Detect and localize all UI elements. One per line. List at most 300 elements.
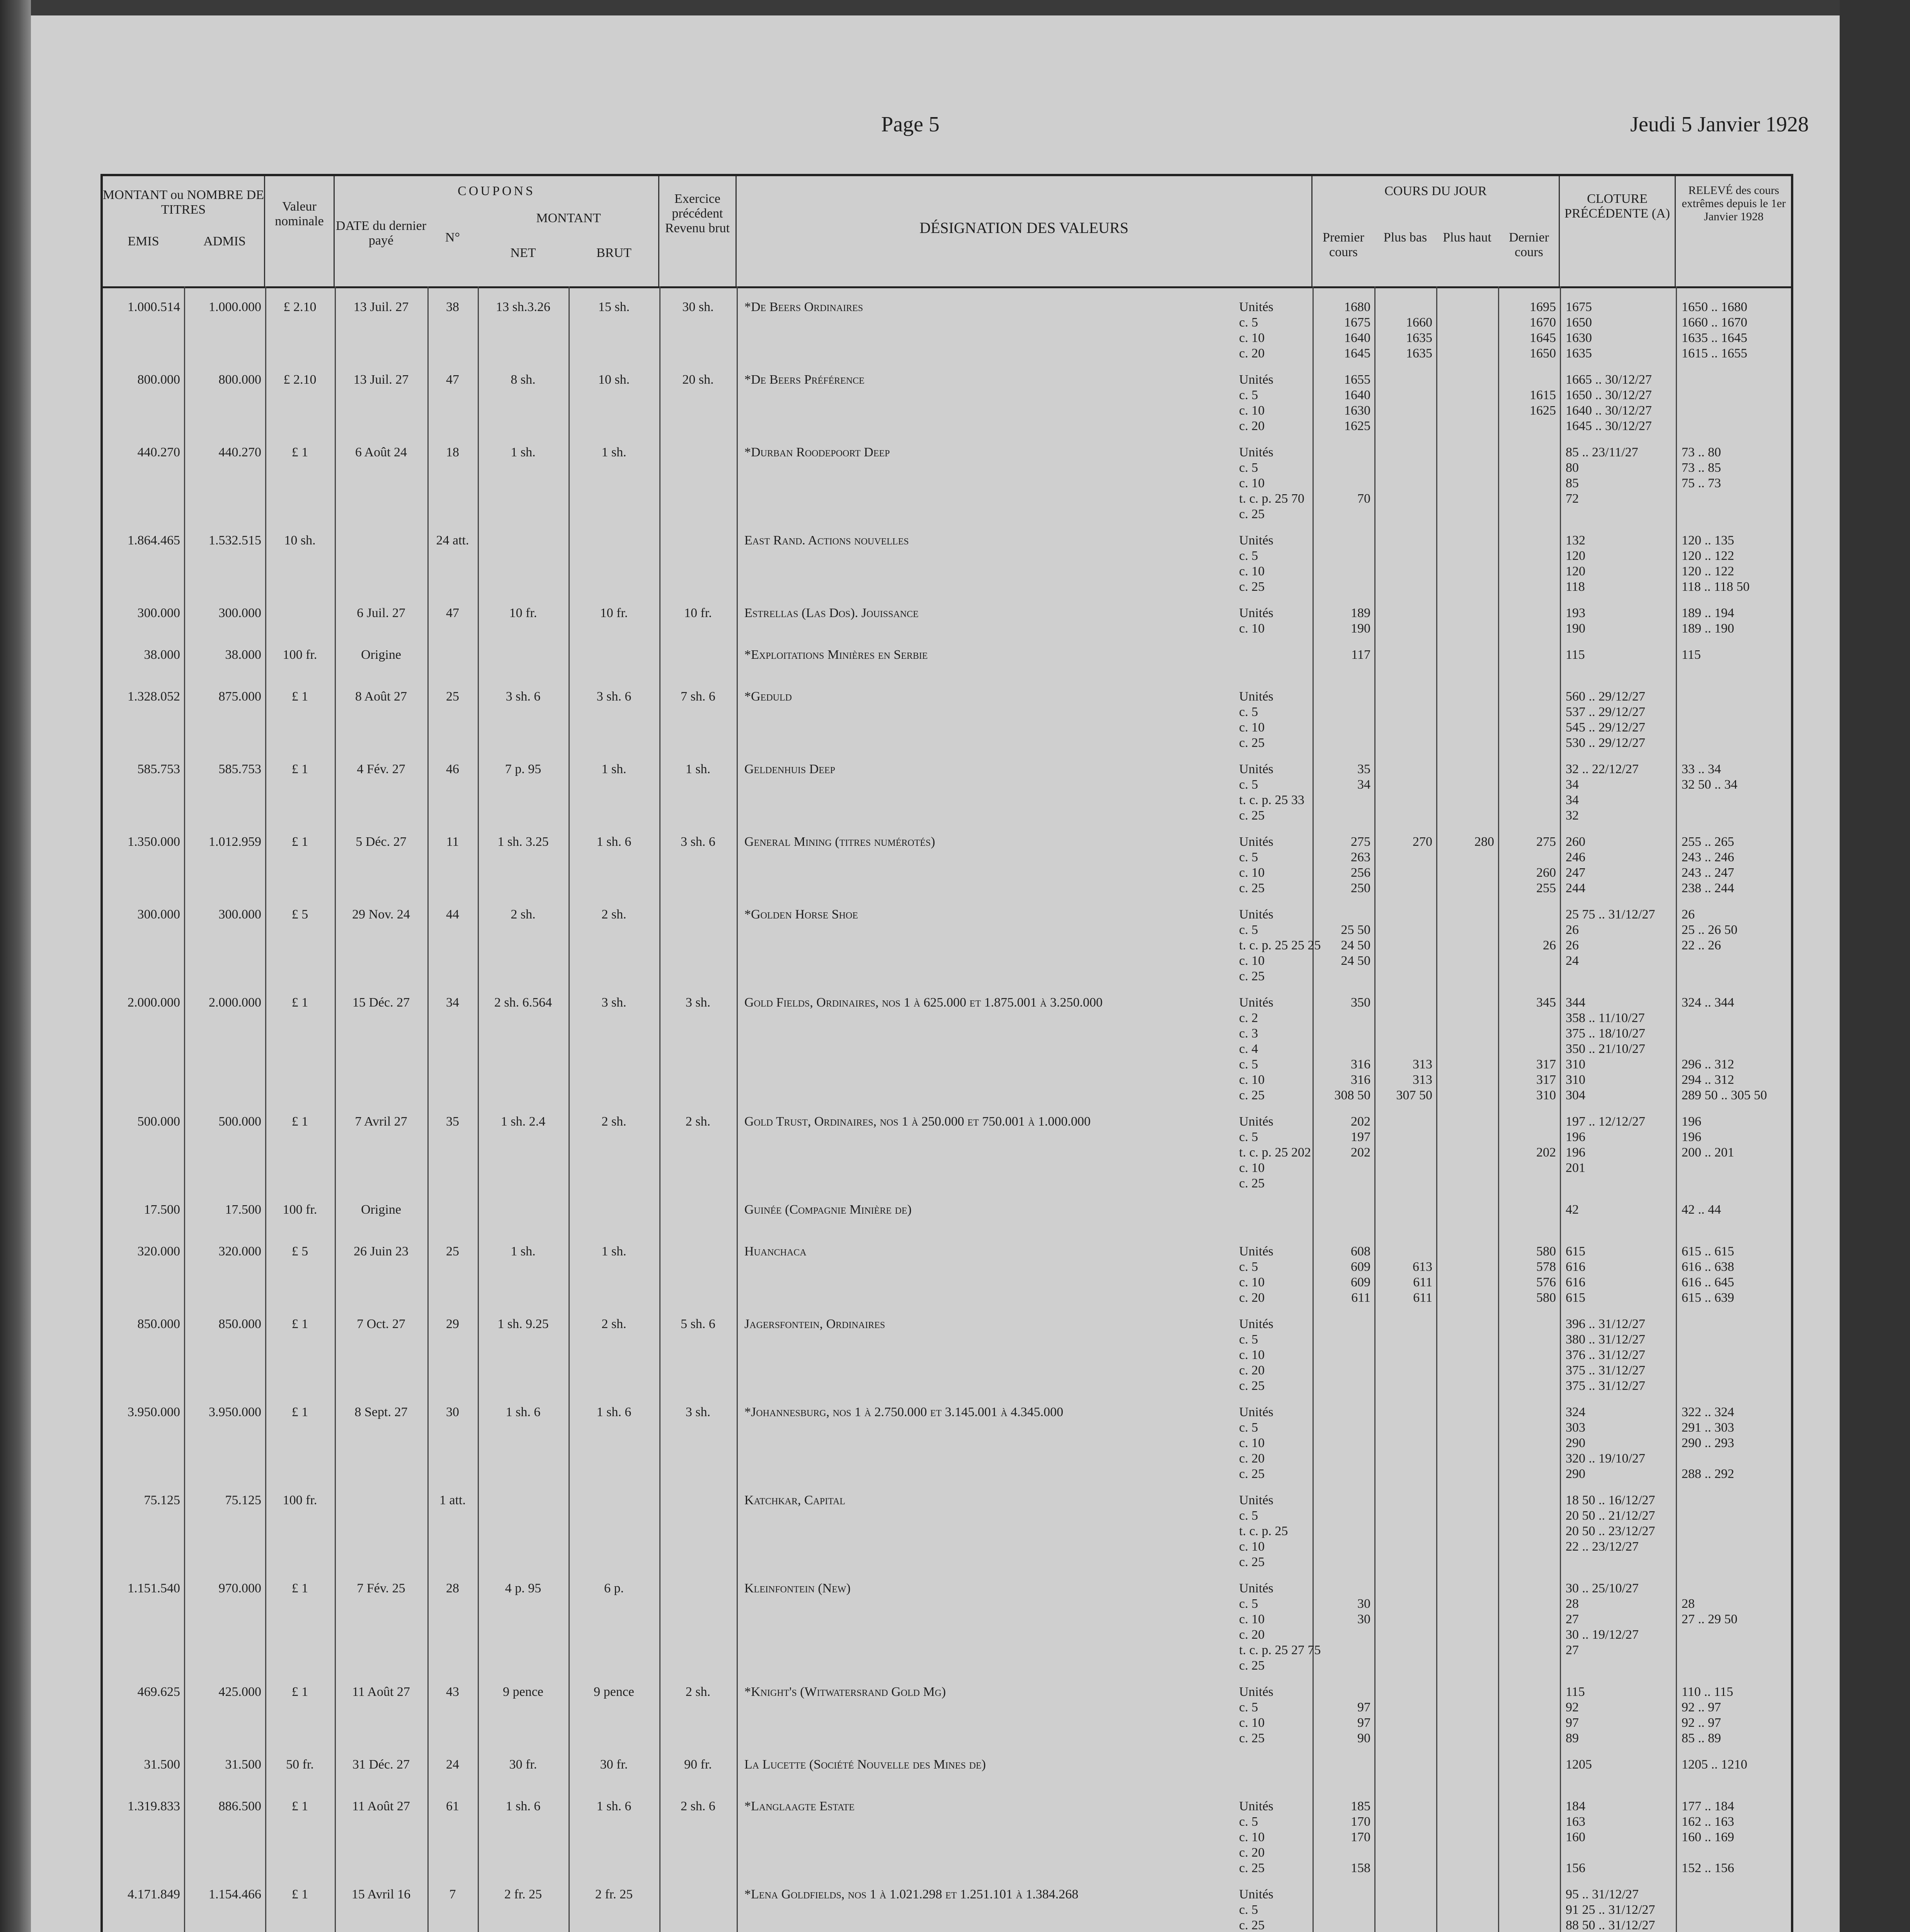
cell-premier: 1655 — [1344, 372, 1370, 387]
cell-releve: 42 .. 44 — [1682, 1202, 1721, 1217]
cell-dernier: 255 — [1536, 881, 1556, 895]
header-valeur: Valeur nominale — [265, 176, 335, 286]
cell-no: 29 — [446, 1317, 459, 1331]
cell-exercice: 7 sh. 6 — [681, 689, 715, 704]
cell-sub: c. 20 — [1239, 1363, 1265, 1378]
cell-brut: 1 sh. 6 — [596, 1405, 632, 1419]
cell-sub: t. c. p. 25 27 75 — [1239, 1643, 1321, 1657]
cell-releve: 25 .. 26 50 — [1682, 923, 1738, 937]
cell-cloture: 184 — [1566, 1799, 1585, 1813]
cell-cloture: 290 — [1566, 1436, 1585, 1450]
cell-dernier: 1615 — [1530, 388, 1556, 402]
scan-background — [1840, 0, 1910, 1932]
cell-premier: 202 — [1351, 1114, 1370, 1129]
cell-sub: c. 5 — [1239, 1420, 1258, 1435]
cell-cloture: 193 — [1566, 606, 1585, 620]
table-row — [103, 533, 1791, 606]
cell-designation: Gold Trust, Ordinaires, nos 1 à 250.000 et 750.001 à 1.000.000 — [744, 1114, 1091, 1129]
cell-cloture: 30 .. 25/10/27 — [1566, 1581, 1639, 1595]
cell-dernier: 26 — [1543, 938, 1556, 952]
cell-sub: c. 5 — [1239, 549, 1258, 563]
cell-sub: c. 25 — [1239, 808, 1265, 823]
cell-releve: 189 .. 194 — [1682, 606, 1734, 620]
cell-admis: 886.500 — [218, 1799, 261, 1813]
header-date: DATE du dernier payé — [335, 219, 427, 248]
cell-emis: 3.950.000 — [128, 1405, 180, 1419]
cell-premier: 1675 — [1344, 315, 1370, 330]
cell-cloture: 30 .. 19/12/27 — [1566, 1628, 1639, 1642]
cell-sub: c. 5 — [1239, 1700, 1258, 1714]
cell-sub: t. c. p. 25 — [1239, 1524, 1288, 1538]
cell-admis: 970.000 — [218, 1581, 261, 1595]
cell-cloture: 95 .. 31/12/27 — [1566, 1887, 1639, 1901]
cell-admis: 850.000 — [218, 1317, 261, 1331]
cell-brut: 30 fr. — [600, 1757, 628, 1772]
cell-brut: 1 sh. — [601, 445, 626, 459]
cell-sub: c. 25 — [1239, 1861, 1265, 1875]
cell-cloture: 1635 — [1566, 346, 1592, 361]
cell-premier: 308 50 — [1334, 1088, 1370, 1102]
cell-valeur: £ 1 — [291, 445, 308, 459]
cell-date: 29 Nov. 24 — [352, 907, 410, 922]
table-row — [103, 907, 1791, 995]
cell-dernier: 578 — [1536, 1260, 1556, 1274]
cell-emis: 440.270 — [137, 445, 180, 459]
table-row — [103, 372, 1791, 445]
cell-date: 7 Fév. 25 — [357, 1581, 405, 1595]
cell-sub: c. 10 — [1239, 403, 1265, 418]
cell-no: 47 — [446, 372, 459, 387]
cell-sub: c. 20 — [1239, 1291, 1265, 1305]
cell-cloture: 91 25 .. 31/12/27 — [1566, 1903, 1655, 1917]
cell-exercice: 2 sh. 6 — [681, 1799, 715, 1813]
cell-emis: 75.125 — [144, 1493, 180, 1507]
cell-cloture: 303 — [1566, 1420, 1585, 1435]
cell-cloture: 324 — [1566, 1405, 1585, 1419]
cell-sub: c. 10 — [1239, 1348, 1265, 1362]
cell-sub: c. 20 — [1239, 1451, 1265, 1466]
table-row — [103, 1493, 1791, 1581]
cell-releve: 255 .. 265 — [1682, 835, 1734, 849]
cell-premier: 256 — [1351, 866, 1370, 880]
cell-valeur: £ 2.10 — [283, 372, 317, 387]
header-montant — [103, 176, 265, 286]
cell-releve: 73 .. 85 — [1682, 461, 1721, 475]
cell-cloture: 24 — [1566, 954, 1579, 968]
cell-cloture: 1665 .. 30/12/27 — [1566, 372, 1652, 387]
cell-cloture: 27 — [1566, 1612, 1579, 1626]
cell-sub: c. 25 — [1239, 881, 1265, 895]
cell-haut: 280 — [1474, 835, 1494, 849]
cell-unit: Unités — [1239, 1493, 1273, 1507]
cell-dernier: 317 — [1536, 1057, 1556, 1071]
cell-no: 38 — [446, 300, 459, 314]
cell-releve: 27 .. 29 50 — [1682, 1612, 1738, 1626]
cell-releve: 322 .. 324 — [1682, 1405, 1734, 1419]
cell-cloture: 350 .. 21/10/27 — [1566, 1042, 1645, 1056]
cell-designation: *De Beers Préférence — [744, 372, 865, 387]
cell-premier: 1625 — [1344, 419, 1370, 433]
cell-premier: 170 — [1351, 1815, 1370, 1829]
cell-unit: Unités — [1239, 300, 1273, 314]
cell-emis: 300.000 — [137, 907, 180, 922]
cell-releve: 152 .. 156 — [1682, 1861, 1734, 1875]
cell-net: 2 fr. 25 — [504, 1887, 542, 1901]
cell-sub: c. 25 — [1239, 1658, 1265, 1673]
cell-cloture: 118 — [1566, 580, 1585, 594]
cell-releve: 238 .. 244 — [1682, 881, 1734, 895]
cell-cloture: 72 — [1566, 492, 1579, 506]
cell-bas: 611 — [1413, 1291, 1432, 1305]
cell-premier: 170 — [1351, 1830, 1370, 1844]
cell-net: 1 sh. 9.25 — [497, 1317, 549, 1331]
cell-premier: 189 — [1351, 606, 1370, 620]
cell-premier: 609 — [1351, 1260, 1370, 1274]
cell-cloture: 196 — [1566, 1130, 1585, 1144]
table-row — [103, 1114, 1791, 1202]
cell-emis: 1.000.514 — [128, 300, 180, 314]
cell-releve: 92 .. 97 — [1682, 1716, 1721, 1730]
cell-releve: 616 .. 645 — [1682, 1275, 1734, 1289]
cell-date: 8 Août 27 — [355, 689, 407, 704]
cell-emis: 1.864.465 — [128, 533, 180, 548]
cell-date: 5 Déc. 27 — [356, 835, 407, 849]
cell-designation: *Golden Horse Shoe — [744, 907, 858, 922]
cell-sub: c. 5 — [1239, 1597, 1258, 1611]
cell-net: 1 sh. 2.4 — [500, 1114, 546, 1129]
cell-cloture: 163 — [1566, 1815, 1585, 1829]
cell-no: 61 — [446, 1799, 459, 1813]
cell-valeur: £ 1 — [291, 1405, 308, 1419]
cell-emis: 585.753 — [137, 762, 180, 776]
cell-releve: 32 50 .. 34 — [1682, 777, 1738, 792]
cell-cloture: 375 .. 31/12/27 — [1566, 1363, 1645, 1378]
table-row — [103, 1685, 1791, 1757]
cell-dernier: 1650 — [1530, 346, 1556, 361]
cell-sub: c. 2 — [1239, 1011, 1258, 1025]
cell-sub: c. 25 — [1239, 580, 1265, 594]
cell-no: 28 — [446, 1581, 459, 1595]
cell-exercice: 5 sh. 6 — [681, 1317, 715, 1331]
cell-unit: Unités — [1239, 689, 1273, 704]
cell-brut: 1 sh. 6 — [596, 1799, 632, 1813]
cell-designation: Gold Fields, Ordinaires, nos 1 à 625.000 et 1.875.001 à 3.250.000 — [744, 995, 1103, 1010]
cell-sub: c. 25 — [1239, 1176, 1265, 1190]
cell-no: 25 — [446, 1244, 459, 1259]
cell-unit: Unités — [1239, 606, 1273, 620]
cell-date: 13 Juil. 27 — [353, 372, 409, 387]
cell-sub: c. 25 — [1239, 1088, 1265, 1102]
cell-sub: c. 10 — [1239, 1161, 1265, 1175]
cell-brut: 1 sh. 6 — [596, 835, 632, 849]
cell-dernier: 1670 — [1530, 315, 1556, 330]
cell-sub: c. 25 — [1239, 1731, 1265, 1745]
cell-cloture: 1650 .. 30/12/27 — [1566, 388, 1652, 402]
cell-bas: 307 50 — [1396, 1088, 1432, 1102]
cell-premier: 190 — [1351, 621, 1370, 636]
cell-admis: 17.500 — [225, 1202, 261, 1217]
cell-unit: Unités — [1239, 533, 1273, 548]
cell-cloture: 190 — [1566, 621, 1585, 636]
cell-releve: 162 .. 163 — [1682, 1815, 1734, 1829]
table-row — [103, 689, 1791, 762]
cell-designation: *Geduld — [744, 689, 792, 704]
cell-designation: Huanchaca — [744, 1244, 807, 1259]
cell-cloture: 1640 .. 30/12/27 — [1566, 403, 1652, 418]
cell-sub: c. 5 — [1239, 777, 1258, 792]
cell-dernier: 1695 — [1530, 300, 1556, 314]
cell-date: 8 Sept. 27 — [354, 1405, 408, 1419]
cell-net: 8 sh. — [511, 372, 536, 387]
cell-premier: 1630 — [1344, 403, 1370, 418]
header-montant-label: MONTANT ou NOMBRE DE TITRES — [103, 188, 264, 217]
cell-admis: 425.000 — [218, 1685, 261, 1699]
header-emis: EMIS — [128, 234, 159, 248]
cell-no: 46 — [446, 762, 459, 776]
cell-sub: c. 10 — [1239, 621, 1265, 636]
cell-premier: 185 — [1351, 1799, 1370, 1813]
cell-cloture: 247 — [1566, 866, 1585, 880]
cell-releve: 615 .. 639 — [1682, 1291, 1734, 1305]
cell-admis: 320.000 — [218, 1244, 261, 1259]
cell-releve: 196 — [1682, 1130, 1701, 1144]
cell-cloture: 615 — [1566, 1244, 1585, 1259]
header-admis: ADMIS — [203, 234, 246, 248]
cell-premier: 263 — [1351, 850, 1370, 864]
cell-releve: 1660 .. 1670 — [1682, 315, 1747, 330]
cell-cloture: 85 .. 23/11/27 — [1566, 445, 1638, 459]
cell-releve: 189 .. 190 — [1682, 621, 1734, 636]
cell-sub: c. 5 — [1239, 923, 1258, 937]
cell-sub: c. 25 — [1239, 1918, 1265, 1932]
cell-emis: 850.000 — [137, 1317, 180, 1331]
cell-net: 2 sh. 6.564 — [494, 995, 552, 1010]
cell-cloture: 197 .. 12/12/27 — [1566, 1114, 1645, 1129]
cell-premier: 24 50 — [1341, 938, 1370, 952]
cell-cloture: 85 — [1566, 476, 1579, 490]
cell-cloture: 1675 — [1566, 300, 1592, 314]
header-no: N° — [445, 230, 460, 245]
cell-cloture: 92 — [1566, 1700, 1579, 1714]
cell-cloture: 120 — [1566, 549, 1585, 563]
cell-releve: 1205 .. 1210 — [1682, 1757, 1747, 1772]
cell-sub: c. 5 — [1239, 1130, 1258, 1144]
cell-brut: 1 sh. — [601, 1244, 626, 1259]
table-header — [103, 176, 1791, 288]
cell-valeur: £ 5 — [291, 907, 308, 922]
cell-valeur: £ 1 — [291, 689, 308, 704]
cell-emis: 1.328.052 — [128, 689, 180, 704]
cell-sub: c. 3 — [1239, 1026, 1258, 1041]
table-row — [103, 300, 1791, 372]
cell-designation: *Durban Roodepoort Deep — [744, 445, 890, 459]
cell-designation: Kleinfontein (New) — [744, 1581, 851, 1595]
cell-sub: c. 5 — [1239, 1903, 1258, 1917]
cell-sub: c. 25 — [1239, 736, 1265, 750]
cell-cloture: 26 — [1566, 938, 1579, 952]
cell-emis: 1.350.000 — [128, 835, 180, 849]
cell-bas: 1660 — [1406, 315, 1432, 330]
cell-date: Origine — [361, 1202, 401, 1217]
cell-designation: *Johannesburg, nos 1 à 2.750.000 et 3.145.001 à 4.345.000 — [744, 1405, 1064, 1419]
cell-valeur: £ 1 — [291, 1799, 308, 1813]
cell-releve: 290 .. 293 — [1682, 1436, 1734, 1450]
cell-unit: Unités — [1239, 1317, 1273, 1331]
cell-cloture: 28 — [1566, 1597, 1579, 1611]
cell-no: 34 — [446, 995, 459, 1010]
cell-designation: Geldenhuis Deep — [744, 762, 835, 776]
cell-premier: 117 — [1351, 648, 1370, 662]
cell-releve: 26 — [1682, 907, 1695, 922]
cell-net: 13 sh.3.26 — [496, 300, 550, 314]
cell-date: 7 Oct. 27 — [357, 1317, 405, 1331]
cell-sub: c. 25 — [1239, 507, 1265, 521]
page-header — [31, 112, 1840, 158]
cell-brut: 3 sh. — [601, 995, 626, 1010]
cell-sub: c. 20 — [1239, 419, 1265, 433]
cell-cloture: 375 .. 18/10/27 — [1566, 1026, 1645, 1041]
cell-date: 6 Août 24 — [355, 445, 407, 459]
cell-unit: Unités — [1239, 907, 1273, 922]
cell-cloture: 246 — [1566, 850, 1585, 864]
cell-cloture: 396 .. 31/12/27 — [1566, 1317, 1645, 1331]
page-number: Page 5 — [881, 112, 940, 136]
cell-cloture: 80 — [1566, 461, 1579, 475]
cell-sub: c. 5 — [1239, 1057, 1258, 1071]
cell-brut: 15 sh. — [598, 300, 630, 314]
cell-cloture: 1205 — [1566, 1757, 1592, 1772]
cell-no: 30 — [446, 1405, 459, 1419]
cell-brut: 10 fr. — [600, 606, 628, 620]
cell-premier: 316 — [1351, 1057, 1370, 1071]
cell-date: 11 Août 27 — [352, 1799, 410, 1813]
cell-cloture: 97 — [1566, 1716, 1579, 1730]
cell-cloture: 615 — [1566, 1291, 1585, 1305]
cell-brut: 1 sh. — [601, 762, 626, 776]
cell-cloture: 1650 — [1566, 315, 1592, 330]
cell-sub: c. 5 — [1239, 1332, 1258, 1347]
cell-sub: c. 5 — [1239, 315, 1258, 330]
cell-dernier: 576 — [1536, 1275, 1556, 1289]
table-row — [103, 1317, 1791, 1405]
cell-releve: 33 .. 34 — [1682, 762, 1721, 776]
cell-premier: 1640 — [1344, 331, 1370, 345]
cell-designation: Katchkar, Capital — [744, 1493, 845, 1507]
header-coupons: COUPONS DATE du dernier payé N° MONTANT NET BRUT — [335, 176, 659, 286]
cell-premier: 30 — [1357, 1597, 1370, 1611]
cell-sub: t. c. p. 25 70 — [1239, 492, 1305, 506]
cell-no: 1 att. — [439, 1493, 466, 1507]
table-row — [103, 1757, 1791, 1799]
cell-dernier: 1645 — [1530, 331, 1556, 345]
cell-valeur: £ 5 — [291, 1244, 308, 1259]
table-row — [103, 1405, 1791, 1493]
cell-admis: 300.000 — [218, 606, 261, 620]
cell-exercice: 10 fr. — [684, 606, 712, 620]
cell-cloture: 20 50 .. 21/12/27 — [1566, 1509, 1655, 1523]
cell-brut: 3 sh. 6 — [596, 689, 632, 704]
cell-emis: 17.500 — [144, 1202, 180, 1217]
cell-emis: 31.500 — [144, 1757, 180, 1772]
cell-unit: Unités — [1239, 995, 1273, 1010]
table-row — [103, 995, 1791, 1114]
header-exercice: Exercice précédent Revenu brut — [659, 176, 737, 286]
cell-admis: 500.000 — [218, 1114, 261, 1129]
cell-unit: Unités — [1239, 1685, 1273, 1699]
cell-valeur: £ 1 — [291, 762, 308, 776]
cell-sub: t. c. p. 25 33 — [1239, 793, 1305, 807]
cell-releve: 291 .. 303 — [1682, 1420, 1734, 1435]
cell-sub: c. 10 — [1239, 564, 1265, 578]
cell-cloture: 320 .. 19/10/27 — [1566, 1451, 1645, 1466]
cell-exercice: 2 sh. — [685, 1685, 711, 1699]
cell-valeur: 100 fr. — [283, 648, 317, 662]
cell-bas: 611 — [1413, 1275, 1432, 1289]
cell-date: 31 Déc. 27 — [352, 1757, 410, 1772]
cell-releve: 120 .. 122 — [1682, 564, 1734, 578]
cell-premier: 1645 — [1344, 346, 1370, 361]
cell-releve: 615 .. 615 — [1682, 1244, 1734, 1259]
cell-admis: 1.000.000 — [209, 300, 261, 314]
cell-sub: c. 4 — [1239, 1042, 1258, 1056]
cell-unit: Unités — [1239, 445, 1273, 459]
cell-admis: 38.000 — [225, 648, 261, 662]
cell-premier: 608 — [1351, 1244, 1370, 1259]
cell-sub: c. 10 — [1239, 1073, 1265, 1087]
cell-designation: La Lucette (Société Nouvelle des Mines de) — [744, 1757, 986, 1772]
cell-net: 2 sh. — [511, 907, 536, 922]
cell-sub: c. 25 — [1239, 1555, 1265, 1569]
cell-net: 3 sh. 6 — [506, 689, 541, 704]
book-spine — [0, 0, 31, 1932]
cell-emis: 800.000 — [137, 372, 180, 387]
cell-cloture: 537 .. 29/12/27 — [1566, 705, 1645, 719]
cell-sub: c. 10 — [1239, 476, 1265, 490]
cell-premier: 90 — [1357, 1731, 1370, 1745]
cell-brut: 10 sh. — [598, 372, 630, 387]
cell-premier: 158 — [1351, 1861, 1370, 1875]
cell-valeur: 100 fr. — [283, 1202, 317, 1217]
cell-sub: c. 10 — [1239, 1539, 1265, 1554]
cell-net: 7 p. 95 — [505, 762, 541, 776]
cell-designation: East Rand. Actions nouvelles — [744, 533, 909, 548]
cell-cloture: 244 — [1566, 881, 1585, 895]
cell-cloture: 530 .. 29/12/27 — [1566, 736, 1645, 750]
header-net: NET — [510, 246, 536, 260]
cell-premier: 97 — [1357, 1716, 1370, 1730]
table-row — [103, 762, 1791, 835]
cell-releve: 289 50 .. 305 50 — [1682, 1088, 1767, 1102]
cell-valeur: £ 2.10 — [283, 300, 317, 314]
cell-designation: *De Beers Ordinaires — [744, 300, 863, 314]
cell-releve: 294 .. 312 — [1682, 1073, 1734, 1087]
cell-cloture: 20 50 .. 23/12/27 — [1566, 1524, 1655, 1538]
cell-releve: 120 .. 122 — [1682, 549, 1734, 563]
cell-no: 43 — [446, 1685, 459, 1699]
cell-valeur: £ 1 — [291, 1114, 308, 1129]
cell-sub: c. 20 — [1239, 346, 1265, 361]
cell-admis: 1.154.466 — [209, 1887, 261, 1901]
table-row — [103, 1887, 1791, 1932]
cell-releve: 200 .. 201 — [1682, 1145, 1734, 1160]
cell-bas: 1635 — [1406, 331, 1432, 345]
cell-sub: c. 25 — [1239, 1379, 1265, 1393]
cell-exercice: 1 sh. — [685, 762, 711, 776]
cell-cloture: 22 .. 23/12/27 — [1566, 1539, 1639, 1554]
cell-releve: 296 .. 312 — [1682, 1057, 1734, 1071]
cell-sub: c. 10 — [1239, 1436, 1265, 1450]
cell-exercice: 3 sh. — [685, 995, 711, 1010]
